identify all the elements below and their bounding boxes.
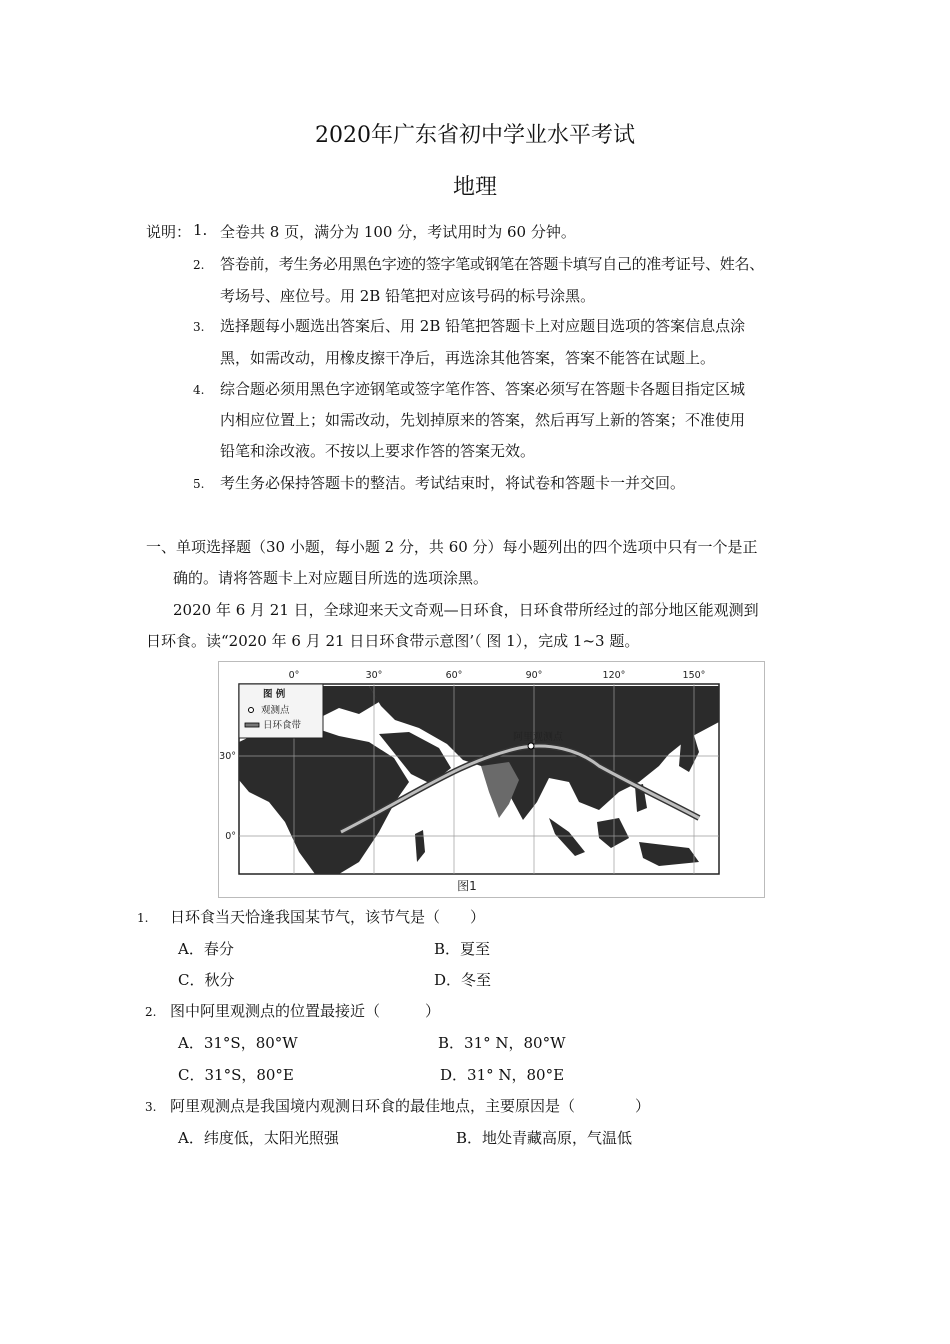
question-2-option-d[interactable]: D．31° N，80°E	[440, 1066, 565, 1084]
legend-item-band: 日环食带	[263, 720, 302, 731]
passage-line: 日环食。读“2020 年 6 月 21 日日环食带示意图’（ 图 1），完成 1~3 题。	[146, 632, 640, 650]
legend-item-point: 观测点	[261, 705, 290, 716]
lat-label: 0°	[225, 831, 236, 842]
legend-band-symbol	[245, 723, 259, 727]
lon-label: 0°	[288, 670, 300, 681]
instruction-5-num: 5.	[193, 477, 205, 491]
instruction-3-line: 选择题每小题选出答案后、用 2B 铅笔把答题卡上对应题目选项的答案信息点涂	[220, 317, 746, 335]
instruction-5-line: 考生务必保持答题卡的整洁。考试结束时，将试卷和答题卡一并交回。	[220, 474, 686, 492]
question-3-option-a[interactable]: A．纬度低，太阳光照强	[178, 1129, 339, 1147]
question-1-option-b[interactable]: B．夏至	[434, 940, 491, 958]
section1-heading-cont: 确的。请将答题卡上对应题目所选的选项涂黑。	[173, 569, 489, 587]
exam-title: 2020年广东省初中学业水平考试	[315, 123, 635, 148]
observation-point	[528, 743, 534, 749]
instruction-3-num: 3.	[193, 320, 205, 334]
question-2-num: 2.	[145, 1005, 157, 1019]
question-1-option-c[interactable]: C．秋分	[178, 971, 235, 989]
question-1-stem: 日环食当天恰逢我国某节气，该节气是（ ）	[170, 908, 486, 926]
figure-1-map	[218, 661, 765, 898]
subject-title: 地理	[452, 175, 497, 200]
lon-label: 30°	[365, 670, 383, 681]
question-1-option-d[interactable]: D．冬至	[434, 971, 492, 989]
section1-heading: 一、单项选择题（30 小题，每小题 2 分，共 60 分）每小题列出的四个选项中只有一个是正	[146, 538, 758, 556]
lat-label: 30°	[219, 751, 236, 762]
point-label: 阿里观测点	[513, 732, 563, 743]
instruction-3-line: 黑，如需改动，用橡皮擦干净后，再选涂其他答案，答案不能答在试题上。	[220, 349, 716, 367]
figure-caption: 图1	[457, 879, 477, 893]
lon-label: 60°	[445, 670, 463, 681]
instruction-2-num: 2.	[193, 258, 205, 272]
instruction-4-line: 综合题必须用黑色字迹钢笔或签字笔作答、答案必须写在答题卡各题目指定区城	[220, 380, 746, 398]
instruction-4-line: 内相应位置上；如需改动，先划掉原来的答案，然后再写上新的答案；不准使用	[220, 411, 746, 429]
instruction-1-line: 全卷共 8 页，满分为 100 分，考试用时为 60 分钟。	[220, 223, 576, 241]
legend-title: 图 例	[263, 689, 286, 700]
instruction-4-num: 4.	[193, 383, 205, 397]
instruction-1-num: 1.	[193, 221, 208, 239]
question-3-num: 3.	[145, 1100, 157, 1114]
passage-line: 2020 年 6 月 21 日，全球迎来天文奇观—日环食，日环食带所经过的部分地区能观测到	[173, 601, 759, 619]
instruction-4-line: 铅笔和涂改液。不按以上要求作答的答案无效。	[220, 442, 536, 460]
instructions-prefix: 说明：	[146, 223, 192, 241]
question-2-stem: 图中阿里观测点的位置最接近（ ）	[170, 1002, 441, 1020]
instruction-2-line: 答卷前，考生务必用黑色字迹的签字笔或钢笔在答题卡填写自己的准考证号、姓名、	[220, 255, 764, 273]
lon-label: 150°	[682, 670, 706, 681]
instruction-2-line: 考场号、座位号。用 2B 铅笔把对应该号码的标号涂黑。	[220, 287, 596, 305]
question-2-option-b[interactable]: B．31° N，80°W	[438, 1034, 566, 1052]
question-1-num: 1.	[137, 911, 149, 925]
question-3-option-b[interactable]: B．地处青藏高原，气温低	[456, 1129, 633, 1147]
question-2-option-c[interactable]: C．31°S，80°E	[178, 1066, 294, 1084]
lon-label: 120°	[602, 670, 626, 681]
question-2-option-a[interactable]: A．31°S，80°W	[178, 1034, 298, 1052]
question-1-option-a[interactable]: A．春分	[178, 940, 234, 958]
legend-point-symbol	[249, 708, 254, 713]
question-3-stem: 阿里观测点是我国境内观测日环食的最佳地点，主要原因是（ ）	[170, 1097, 651, 1115]
lon-label: 90°	[525, 670, 543, 681]
